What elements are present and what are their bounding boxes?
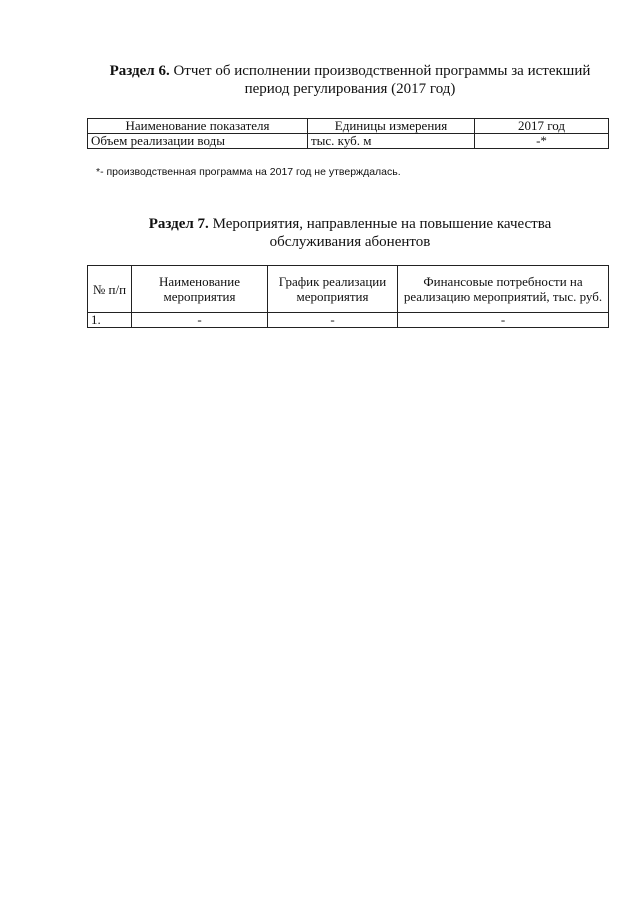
section-7-number: Раздел 7. xyxy=(148,216,209,232)
cell-year-value: -* xyxy=(475,134,609,149)
section-7-title-line1: Мероприятия, направленные на повышение качества xyxy=(208,216,552,232)
cell-number: 1. xyxy=(88,313,132,328)
cell-financial-needs: - xyxy=(398,313,609,328)
header-cell-year: 2017 год xyxy=(475,119,609,134)
header-cell-schedule: График реализации мероприятия xyxy=(268,266,398,313)
header-cell-activity-name: Наименование мероприятия xyxy=(132,266,268,313)
table-row xyxy=(88,313,609,328)
section-6-footnote: *- производственная программа на 2017 год не утверждалась. xyxy=(96,166,401,178)
header-cell-number: № п/п xyxy=(88,266,132,313)
section-6-title-line2: период регулирования (2017 год) xyxy=(244,81,456,97)
section-6-number: Раздел 6. xyxy=(109,63,170,79)
cell-schedule: - xyxy=(268,313,398,328)
header-cell-financial-needs: Финансовые потребности на реализацию мероприятий, тыс. руб. xyxy=(398,266,609,313)
section-7-table xyxy=(87,265,609,328)
section-7-title-line2: обслуживания абонентов xyxy=(269,234,431,250)
section-6-title-line1: Отчет об исполнении производственной программы за истекший xyxy=(169,63,591,79)
table-row xyxy=(88,134,609,149)
section-6-title xyxy=(90,62,610,98)
cell-activity-name: - xyxy=(132,313,268,328)
cell-units: тыс. куб. м xyxy=(308,134,475,149)
table-header-row xyxy=(88,266,609,313)
header-cell-units: Единицы измерения xyxy=(308,119,475,134)
cell-indicator: Объем реализации воды xyxy=(88,134,308,149)
header-cell-indicator: Наименование показателя xyxy=(88,119,308,134)
section-7-title xyxy=(90,215,610,251)
table-header-row xyxy=(88,119,609,134)
section-6-table xyxy=(87,118,609,149)
